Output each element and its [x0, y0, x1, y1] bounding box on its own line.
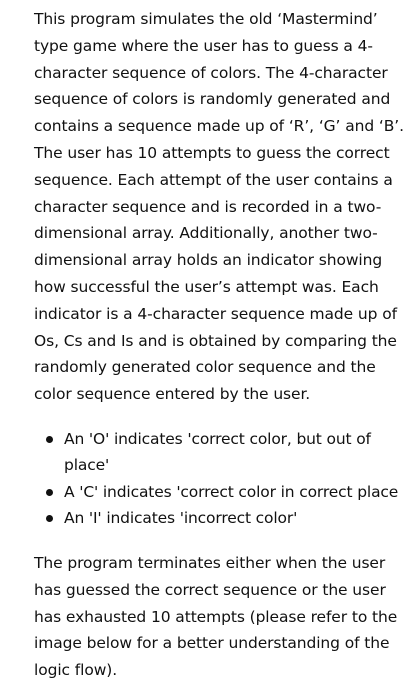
indicator-legend-list	[34, 426, 412, 532]
termination-paragraph: The program terminates either when the user has guessed the correct sequence or the user has exhausted 10 attempts (please refer to the image below for a better understanding of the logic flow).	[34, 553, 398, 680]
intro-paragraph: This program simulates the old ‘Mastermind’ type game where the user has to guess a 4-character sequence of colors. The 4-character sequence of colors is randomly generated and contains a sequence made up of ‘R’, ‘G’ and ‘B’. The user has 10 attempts to guess the correct sequence. Each attempt of the user contains a character sequence and is recorded in a two-dimensional array. Additionally, another two-dimensional array holds an indicator showing how successful the user’s attempt was. Each indicator is a 4-character sequence made up of Os, Cs and Is and is obtained by comparing the randomly generated color sequence and the color sequence entered by the user.	[34, 10, 404, 404]
list-item	[34, 505, 412, 532]
bullet-dot-icon	[46, 436, 53, 443]
bullet-text: An 'I' indicates 'incorrect color'	[64, 509, 298, 528]
list-item	[34, 426, 412, 479]
list-item	[34, 479, 412, 506]
bullet-text: An 'O' indicates 'correct color, but out of place'	[64, 429, 371, 475]
bullet-dot-icon	[46, 489, 53, 496]
bullet-text: A 'C' indicates 'correct color in correct place	[64, 482, 399, 501]
bullet-dot-icon	[46, 515, 53, 522]
